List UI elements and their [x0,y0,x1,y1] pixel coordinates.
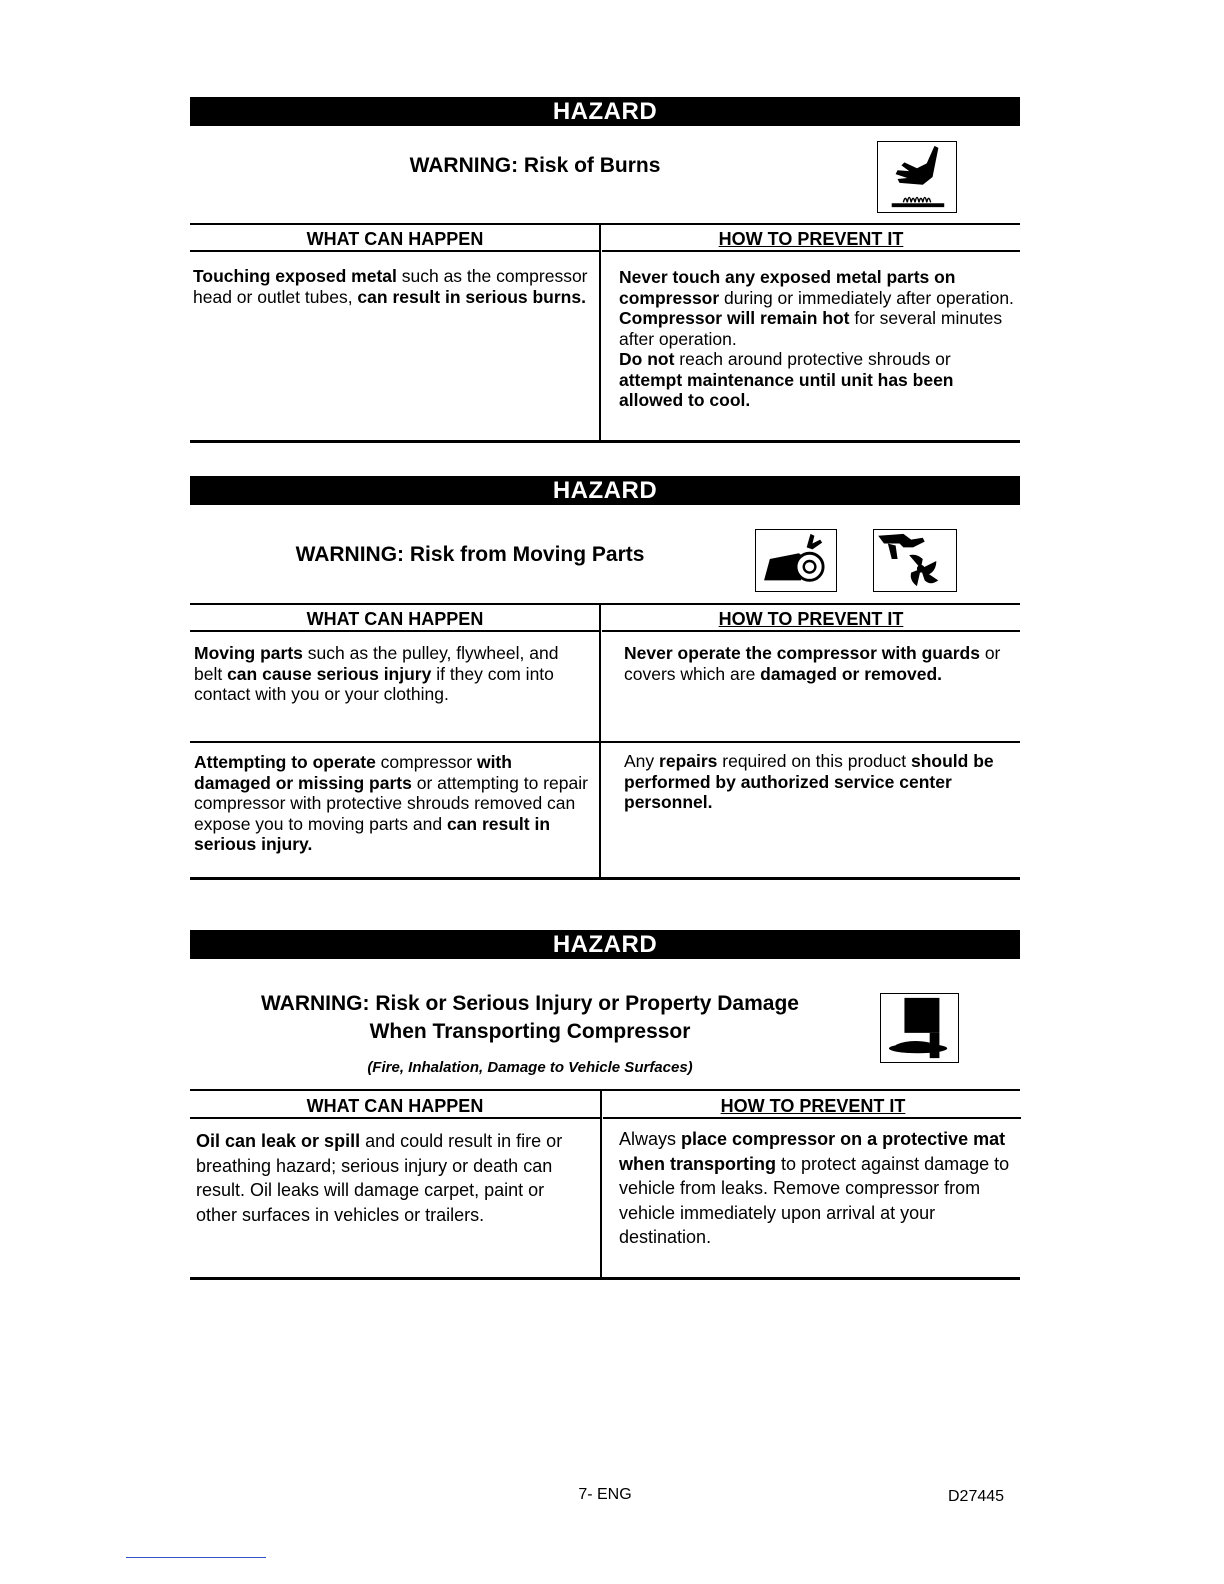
cell-paragraph: Never touch any exposed metal parts on compressor during or immediately after operation. Compressor will remain hot for several minutes after operation. [619,267,1014,349]
column-divider [600,1090,602,1280]
pulley-belt-hand-icon [755,529,837,592]
cell-paragraph: Attempting to operate compressor with damaged or missing parts or attempting to repair compressor with protective shrouds removed can expose you to moving parts and can result in serious injury. [194,752,588,854]
how-cell [624,751,1014,813]
how-to-prevent-header: HOW TO PREVENT IT [720,1096,906,1116]
row-divider [190,741,1020,743]
what-cell [194,643,589,705]
cell-paragraph: Do not reach around protective shrouds or attempt maintenance until unit has been allowed to cool. [619,349,954,410]
how-cell [619,1127,1015,1250]
header-rule [190,1117,600,1119]
cell-paragraph: Always place compressor on a protective mat when transporting to protect against damage to vehicle from leaks. Remove compressor from vehicle immediately upon arrival at your destination. [619,1129,1010,1247]
how-cell [624,643,1014,684]
oil-leak-icon [880,993,959,1063]
table-bottom-rule [190,877,1020,880]
warning-title-line2: When Transporting Compressor [369,1020,691,1043]
hazard-banner: HAZARD [190,97,1020,126]
hot-surface-hand-icon [877,141,957,213]
warning-title: WARNING: Risk from Moving Parts [295,543,645,566]
how-to-prevent-header: HOW TO PREVENT IT [718,609,904,629]
page-number: 7- ENG [578,1486,632,1503]
cell-paragraph: Touching exposed metal such as the compressor head or outlet tubes, can result in serious burns. [193,266,588,307]
table-top-rule [190,603,1020,605]
hazard-note: (Fire, Inhalation, Damage to Vehicle Surfaces) [367,1059,693,1076]
hazard-banner: HAZARD [190,930,1020,959]
hazard-banner: HAZARD [190,476,1020,505]
table-top-rule [190,1089,1020,1091]
how-cell [619,267,1014,411]
what-cell [194,752,589,855]
header-rule [602,250,1020,252]
header-rule [602,630,1020,632]
table-bottom-rule [190,440,1020,443]
fan-hand-icon [873,529,957,592]
table-bottom-rule [190,1277,1020,1280]
header-rule [190,630,600,632]
header-rule [603,1117,1021,1119]
table-top-rule [190,223,1020,225]
document-code: D27445 [948,1488,1005,1505]
what-cell [196,1129,588,1227]
what-can-happen-header: WHAT CAN HAPPEN [306,609,484,629]
cell-paragraph: Moving parts such as the pulley, flywheel, and belt can cause serious injury if they com into contact with you or your clothing. [194,643,559,704]
page-edge-mark [126,1557,266,1558]
column-divider [599,224,601,443]
what-can-happen-header: WHAT CAN HAPPEN [306,229,484,249]
warning-title: WARNING: Risk of Burns [409,154,661,177]
warning-title-line1: WARNING: Risk or Serious Injury or Property Damage [261,992,799,1015]
how-to-prevent-header: HOW TO PREVENT IT [718,229,904,249]
what-can-happen-header: WHAT CAN HAPPEN [306,1096,484,1116]
cell-paragraph: Oil can leak or spill and could result in fire or breathing hazard; serious injury or death can result. Oil leaks will damage carpet, paint or other surfaces in vehicles or trailers. [196,1131,563,1225]
cell-paragraph: Never operate the compressor with guards or covers which are damaged or removed. [624,643,1001,684]
header-rule [190,250,600,252]
what-cell [193,266,588,307]
cell-paragraph: Any repairs required on this product should be performed by authorized service center personnel. [624,751,994,812]
